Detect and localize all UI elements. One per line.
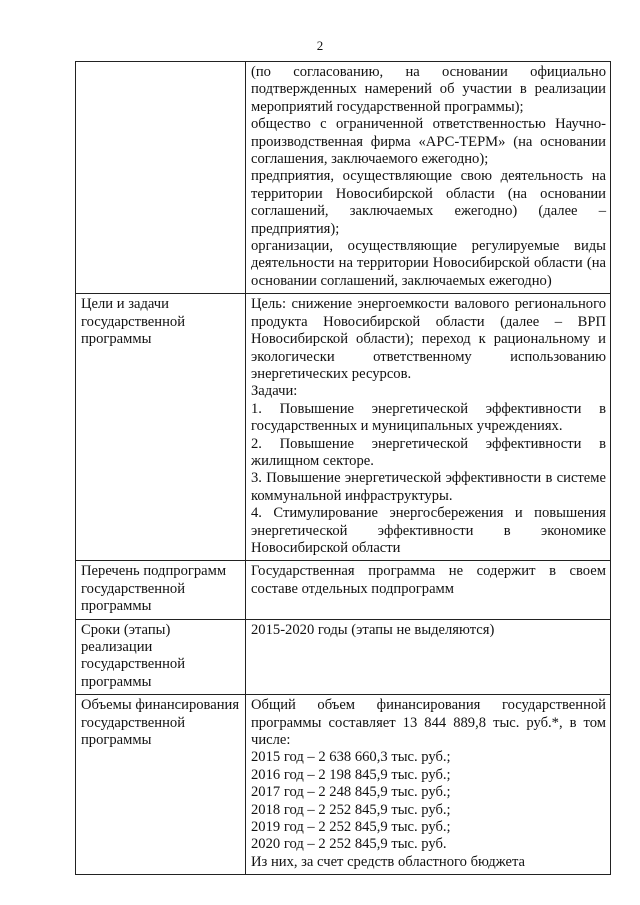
program-passport-table <box>75 61 611 875</box>
page-number: 2 <box>316 38 324 53</box>
goals-tasks-row <box>76 294 611 561</box>
content-paragraph: 2016 год – 2 198 845,9 тыс. руб.; <box>251 766 451 783</box>
content-paragraph: предприятия, осуществляющие свою деятельность на территории Новосибирской области (на основании соглашений, заключаемых ежегодно) (далее – предприятия); <box>251 168 606 237</box>
content-paragraph: 2018 год – 2 252 845,9 тыс. руб.; <box>251 801 451 818</box>
content-paragraph: организации, осуществляющие регулируемые виды деятельности на территории Новосибирской области (на основании соглашений, заключаемых ежегодно) <box>251 238 606 289</box>
content-paragraph: 3. Повышение энергетической эффективности в системе коммунальной инфраструктуры. <box>251 470 606 504</box>
row-content-cell <box>246 619 611 695</box>
content-paragraph: 2015-2020 годы (этапы не выделяются) <box>251 621 495 638</box>
timeline-row <box>76 619 611 695</box>
row-label-cell: Объемы финансирования государственной программы <box>76 695 246 875</box>
row-content-cell <box>246 294 611 561</box>
row-label-cell <box>76 62 246 294</box>
row-label-cell: Перечень подпрограмм государственной программы <box>76 561 246 619</box>
row-content-cell <box>246 561 611 619</box>
row-label-cell: Сроки (этапы) реализации государственной программы <box>76 619 246 695</box>
subprograms-row <box>76 561 611 619</box>
row-content-cell <box>246 695 611 875</box>
content-paragraph: Цель: снижение энергоемкости валового регионального продукта Новосибирской области (далее – ВРП Новосибирской области); переход к рациональному и экологически ответственному использованию энергетических ресурсов. <box>251 296 606 382</box>
content-paragraph: Из них, за счет средств областного бюджета <box>251 853 526 870</box>
content-paragraph: 2015 год – 2 638 660,3 тыс. руб.; <box>251 749 451 766</box>
row-content-cell <box>246 62 611 294</box>
content-paragraph: 2017 год – 2 248 845,9 тыс. руб.; <box>251 784 451 801</box>
content-paragraph: 2019 год – 2 252 845,9 тыс. руб.; <box>251 819 451 836</box>
content-paragraph: Задачи: <box>251 383 298 400</box>
content-paragraph: 2020 год – 2 252 845,9 тыс. руб. <box>251 836 447 853</box>
content-paragraph: Государственная программа не содержит в своем составе отдельных подпрограмм <box>251 563 606 597</box>
content-paragraph: (по согласованию, на основании официально подтвержденных намерений об участии в реализации мероприятий государственной программы); <box>251 64 606 115</box>
row-label-cell: Цели и задачи государственной программы <box>76 294 246 561</box>
content-paragraph: 2. Повышение энергетической эффективности в жилищном секторе. <box>251 435 606 469</box>
content-paragraph: 1. Повышение энергетической эффективности в государственных и муниципальных учреждениях. <box>251 400 606 435</box>
participants-cont-row <box>76 62 611 294</box>
table-body <box>76 62 611 875</box>
content-paragraph: общество с ограниченной ответственностью Научно-производственная фирма «АРС-ТЕРМ» (на основании соглашения, заключаемого ежегодно); <box>251 116 606 168</box>
content-paragraph: 4. Стимулирование энергосбережения и повышения энергетической эффективности в экономике Новосибирской области <box>251 505 606 556</box>
financing-row <box>76 695 611 875</box>
content-paragraph: Общий объем финансирования государственной программы составляет 13 844 889,8 тыс. руб.*, в том числе: <box>251 697 606 749</box>
